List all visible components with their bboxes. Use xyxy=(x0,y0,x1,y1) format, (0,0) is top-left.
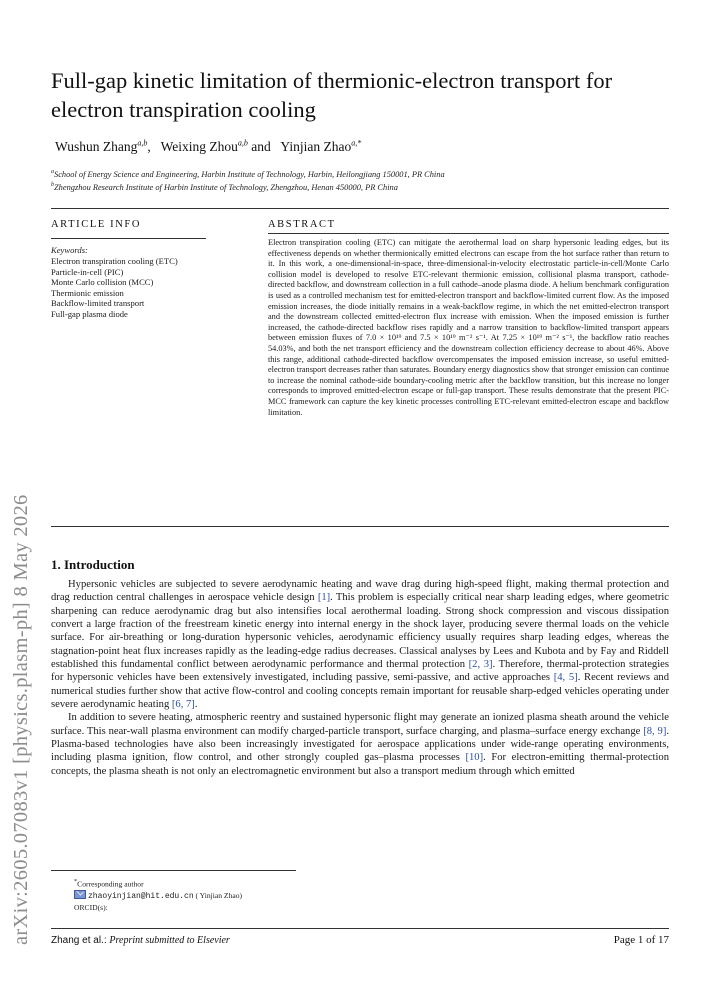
author-email-link[interactable]: zhaoyinjian@hit.edu.cn xyxy=(88,891,194,901)
citation-link[interactable]: [1] xyxy=(317,592,331,604)
citation-link[interactable]: [2, 3] xyxy=(468,659,493,671)
abstract-bottom-divider xyxy=(51,526,669,527)
keywords-label: Keywords: xyxy=(51,245,88,255)
citation-link[interactable]: [8, 9] xyxy=(643,725,667,737)
author-3: Yinjian Zhao$^{a,*}$ xyxy=(280,138,362,154)
author-2: Weixing Zhou$^{a,b}$ and xyxy=(160,138,278,154)
abstract-heading: ABSTRACT xyxy=(268,219,336,230)
author-list xyxy=(55,138,361,155)
keyword-item: Particle-in-cell (PIC) xyxy=(51,266,124,277)
section-title-introduction: 1. Introduction xyxy=(51,557,135,572)
keyword-item: Backflow-limited transport xyxy=(51,298,145,309)
introduction-body xyxy=(51,578,669,778)
citation-link[interactable]: [6, 7] xyxy=(171,699,195,711)
citation-link[interactable]: [4, 5] xyxy=(553,672,578,684)
footnote xyxy=(74,876,242,913)
affiliation-b: $^b$Zhengzhou Research Institute of Harbin Institute of Technology, Zhengzhou, Henan 450000, PR China xyxy=(51,182,398,192)
author-1: Wushun Zhang$^{a,b}$, xyxy=(55,138,158,154)
keyword-item: Electron transpiration cooling (ETC) xyxy=(51,256,178,266)
paper-title: Full-gap kinetic limitation of thermionic-electron transport for electron transpiration cooling xyxy=(51,68,613,122)
footnote-orcid: ORCID(s): xyxy=(74,902,108,912)
footer-divider xyxy=(51,928,669,929)
article-info-rule xyxy=(51,238,206,239)
email-icon xyxy=(74,890,86,899)
keyword-item: Monte Carlo collision (MCC) xyxy=(51,277,154,288)
paragraph: In addition to severe heating, atmospheric reentry and sustained hypersonic flight may generate an ionized plasma sheath around the vehicle surface. This near-wall plasma environment can modify charged-particle transport, surface charging, and plasma–surface energy exchange [8, 9]. Plasma-based technologies have also been increasingly investigated for aerospace applications under wide-range operating environments, including plasma ignition, flow control, and other strongly coupled gas–plasma processes [10]. For electron-emitting thermal-protection concepts, the plasma sheath is not only an electromagnetic environment but also a transport medium through which emitted xyxy=(51,712,670,777)
footnote-corresponding: *Corresponding author xyxy=(74,878,144,889)
footnote-rule xyxy=(51,870,296,871)
footnote-email-line: zhaoyinjian@hit.edu.cn ( Yinjian Zhao) xyxy=(74,890,242,902)
paragraph: Hypersonic vehicles are subjected to severe aerodynamic heating and wave drag during high-speed flight, making thermal protection and drag reduction central challenges in aerospace vehicle design [1]. This problem is especially critical near sharp leading edges, where geometric sharpening can reduce aerodynamic drag but also intensifies local aerothermal loading. Strong shock compression and viscous dissipation convert a large fraction of the freestream kinetic energy into internal energy in the shock layer, producing severe thermal loads on the vehicle surface. For air-breathing or long-duration hypersonic vehicles, aerodynamic efficiency usually requires sharp leading edges, whereas the stagnation-point heat flux increases rapidly as the leading-edge radius decreases. Classical analyses by Lees and Kubota and by Fay and Riddell established this fundamental conflict between aerodynamic performance and thermal protection [2, 3]. Therefore, thermal-protection strategies for hypersonic vehicles have been extensively investigated, including passive, semi-passive, and active approaches [4, 5]. Recent reviews and numerical studies further show that active flow-control and cooling concepts remain important for reusable sharp-edged vehicles operating under severe aerodynamic heating [6, 7]. xyxy=(51,579,669,711)
keyword-item: Full-gap plasma diode xyxy=(51,308,128,319)
abstract-rule xyxy=(268,233,669,234)
footer-preprint-note: Zhang et al.: Preprint submitted to Elsevier xyxy=(51,935,230,946)
citation-link[interactable]: [10] xyxy=(465,752,484,764)
arxiv-identifier-stamp: arXiv:2605.07083v1 [physics.plasm-ph] 8 May 2026 xyxy=(10,494,32,945)
article-info-heading: ARTICLE INFO xyxy=(51,219,142,230)
header-divider xyxy=(51,208,669,209)
abstract-text: Electron transpiration cooling (ETC) can mitigate the aerothermal load on sharp hypersonic leading edges, but its effectiveness depends on whether thermionically emitted electrons can escape from the hot surface rather than return to it. In this work, a one-dimensional-in-space, three-dimensional-in-velocity electrostatic particle-in-cell/Monte Carlo collision model is developed to resolve ETC-relevant thermionic emission, collisional plasma transport, cathode-directed backflow, and downstream collection in a full cathode–anode plasma diode. A helium benchmark configuration is used as a controlled mechanism test for emitted-electron transport and backflow-limited current flow. As the imposed emission increases, the diode initially remains in a weak-backflow regime, in which the net emitted-electron transport and the downstream collected emitted-electron flux increase with emission. When the imposed emission is further increased, the cathode-directed backflow rises rapidly and a narrow transition to backflow-limited transport appears between emission fluxes of 7.0 × 10¹⁹ and 7.5 × 10¹⁹ m⁻² s⁻¹. At 7.25 × 10¹⁹ m⁻² s⁻¹, the backflow ratio reaches 54.03%, and both the net transport efficiency and the downstream collection efficiency decrease to about 46%. Above this range, additional cathode-directed backflow overcompensates the imposed emission increase, so useful emitted-electron transport decreases rather than saturates. Boundary energy diagnostics show that stronger emission can continue to increase the nominal cathode-side boundary-cooling metric after the backflow transition, but this increase no longer corresponds to improved emitted-electron escape or full-gap transport. These results demonstrate that the present PIC-MCC framework can capture the key kinetic processes controlling ETC-relevant emitted-electron escape and backflow limitation. xyxy=(268,238,669,417)
keywords-list xyxy=(51,256,178,320)
keyword-item: Thermionic emission xyxy=(51,287,124,298)
affiliation-a: $^a$School of Energy Science and Engineering, Harbin Institute of Technology, Harbin, Heilongjiang 150001, PR China xyxy=(51,169,445,179)
page-number: Page 1 of 17 xyxy=(613,934,669,946)
